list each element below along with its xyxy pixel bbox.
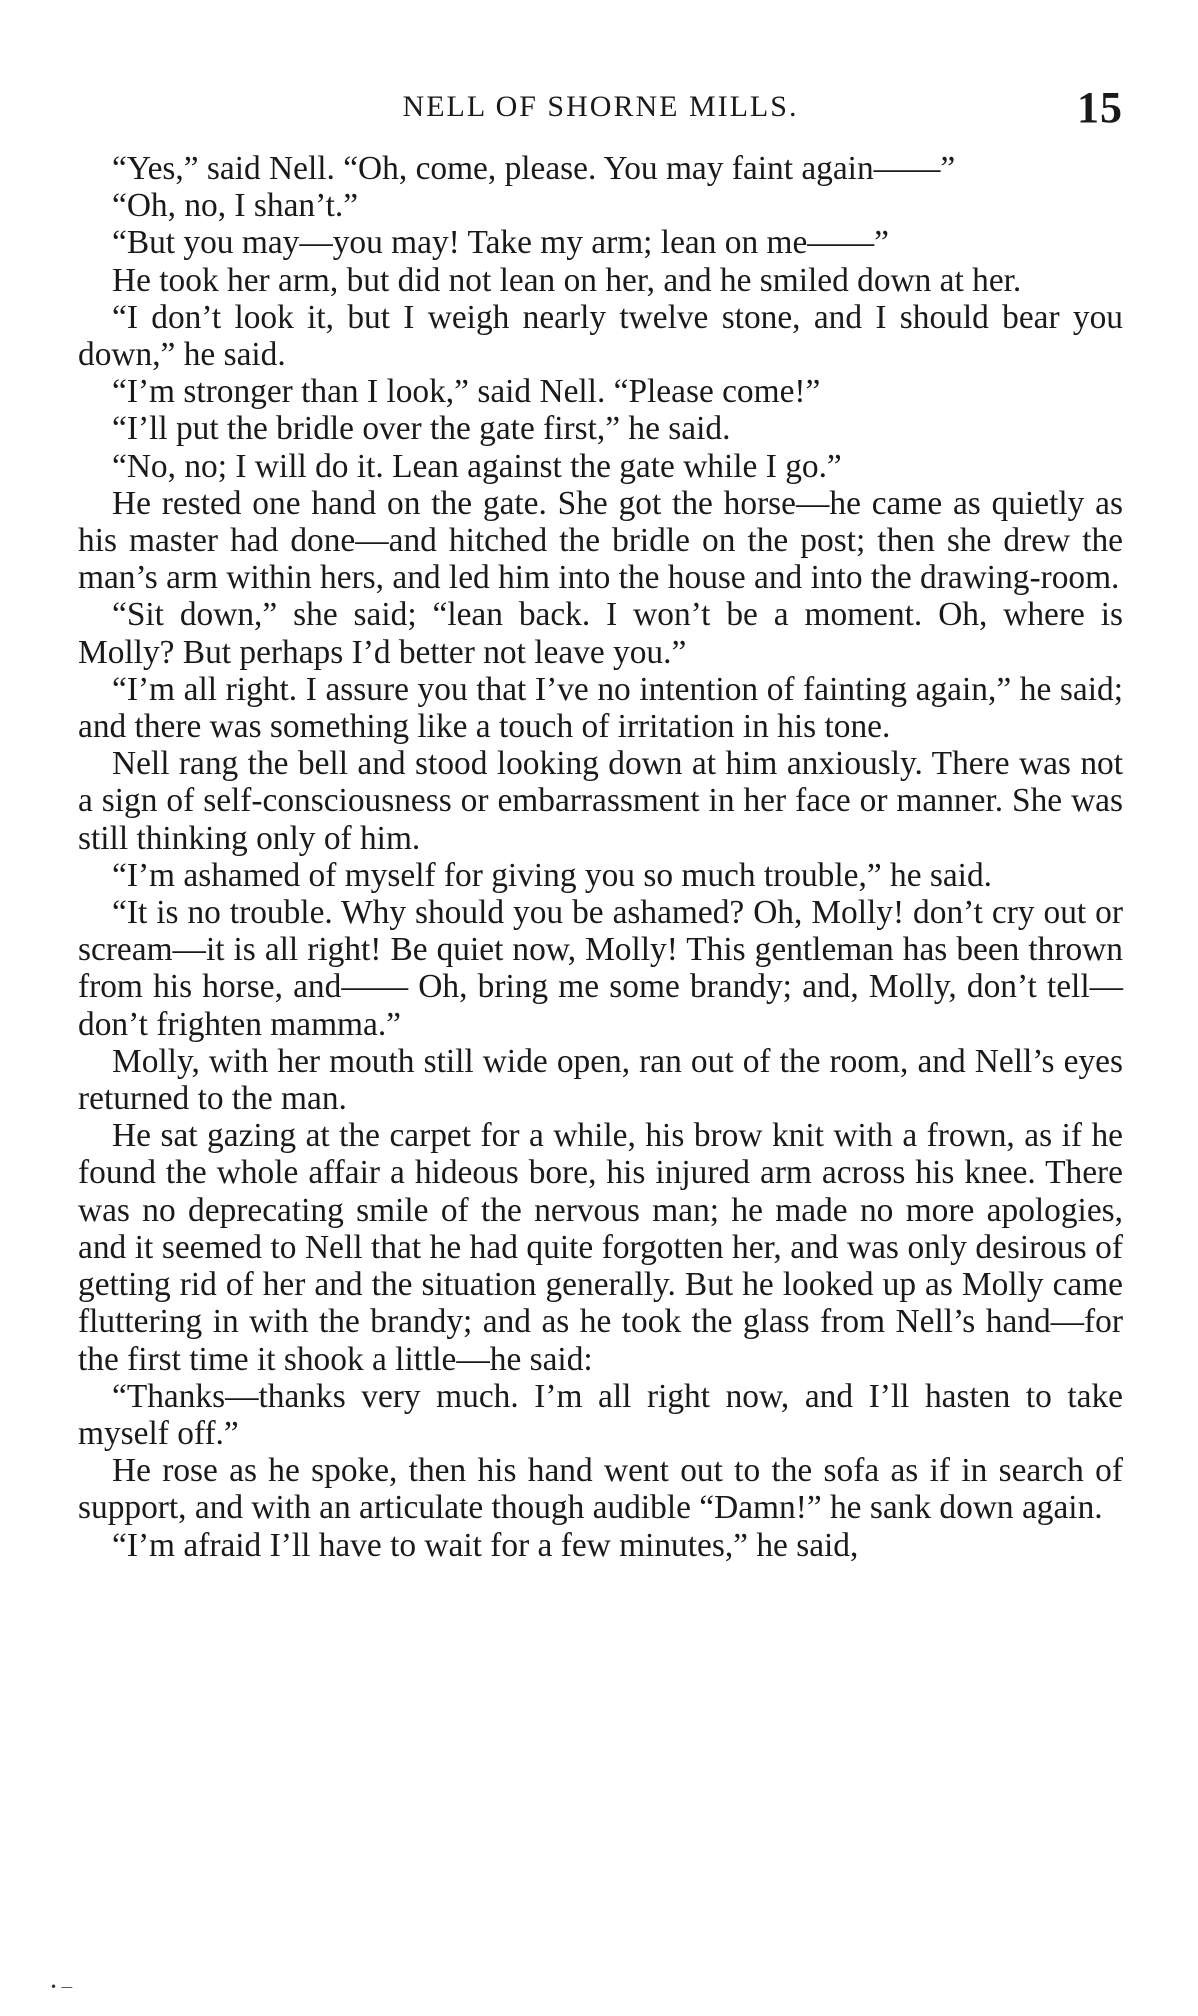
paragraph: “But you may—you may! Take my arm; lean on me——” bbox=[112, 224, 889, 262]
paragraph: “Yes,” said Nell. “Oh, come, please. You may faint again——” bbox=[112, 150, 956, 187]
paragraph: He rose as he spoke, then his hand went out to the sofa as if in search of support, and with an articulate though audible “Damn!” he sank down again. bbox=[78, 1452, 1123, 1527]
paragraph: “I’m afraid I’ll have to wait for a few minutes,” he said, bbox=[112, 1526, 859, 1564]
page-number: 15 bbox=[1077, 83, 1123, 132]
paragraph: He rested one hand on the gate. She got the horse—he came as quietly as his master had done—and hitched the bridle on the post; then she drew the man’s arm within hers, and led him into the house and into the drawing-room. bbox=[78, 484, 1123, 597]
paragraph: “It is no trouble. Why should you be ashamed? Oh, Molly! don’t cry out or scream—it is all right! Be quiet now, Molly! This gentleman has been thrown from his horse, and—— Oh, bring me some brandy; and, Molly, don’t tell—don’t frighten mamma.” bbox=[78, 894, 1123, 1043]
paragraph: Molly, with her mouth still wide open, ran out of the room, and Nell’s eyes returned to the man. bbox=[78, 1042, 1123, 1118]
paragraph: “Sit down,” she said; “lean back. I won’t be a moment. Oh, where is Molly? But perhaps I’d better not leave you.” bbox=[78, 596, 1123, 671]
paragraph: “Thanks—thanks very much. I’m all right now, and I’ll hasten to take myself off.” bbox=[78, 1377, 1123, 1452]
paragraph: “I’m stronger than I look,” said Nell. “Please come!” bbox=[112, 373, 821, 411]
body-text bbox=[78, 150, 1123, 1564]
page-header bbox=[78, 82, 1123, 142]
paragraph: “No, no; I will do it. Lean against the gate while I go.” bbox=[112, 447, 842, 485]
paragraph: “I’m all right. I assure you that I’ve no intention of fainting again,” he said; and there was something like a touch of irritation in his tone. bbox=[78, 670, 1123, 746]
print-mark: • — bbox=[50, 1980, 73, 1994]
paragraph: He took her arm, but did not lean on her, and he smiled down at her. bbox=[112, 261, 1022, 299]
paragraph: “Oh, no, I shan’t.” bbox=[112, 187, 359, 225]
running-title: NELL OF SHORNE MILLS. bbox=[402, 90, 799, 123]
paragraph: “I’ll put the bridle over the gate first,” he said. bbox=[112, 410, 731, 448]
paragraph: “I don’t look it, but I weigh nearly twelve stone, and I should bear you down,” he said. bbox=[78, 298, 1123, 374]
paragraph: Nell rang the bell and stood looking down at him anxiously. There was not a sign of self-consciousness or embarrassment in her face or manner. She was still thinking only of him. bbox=[78, 745, 1123, 857]
paragraph: He sat gazing at the carpet for a while, his brow knit with a frown, as if he found the whole affair a hideous bore, his injured arm across his knee. There was no deprecating smile of the nervous man; he made no more apologies, and it seemed to Nell that he had quite forgotten her, and was only desirous of getting rid of her and the situation generally. But he looked up as Molly came fluttering in with the brandy; and as he took the glass from Nell’s hand—for the first time it shook a little—he said: bbox=[78, 1117, 1123, 1378]
paragraph: “I’m ashamed of myself for giving you so much trouble,” he said. bbox=[112, 856, 992, 894]
